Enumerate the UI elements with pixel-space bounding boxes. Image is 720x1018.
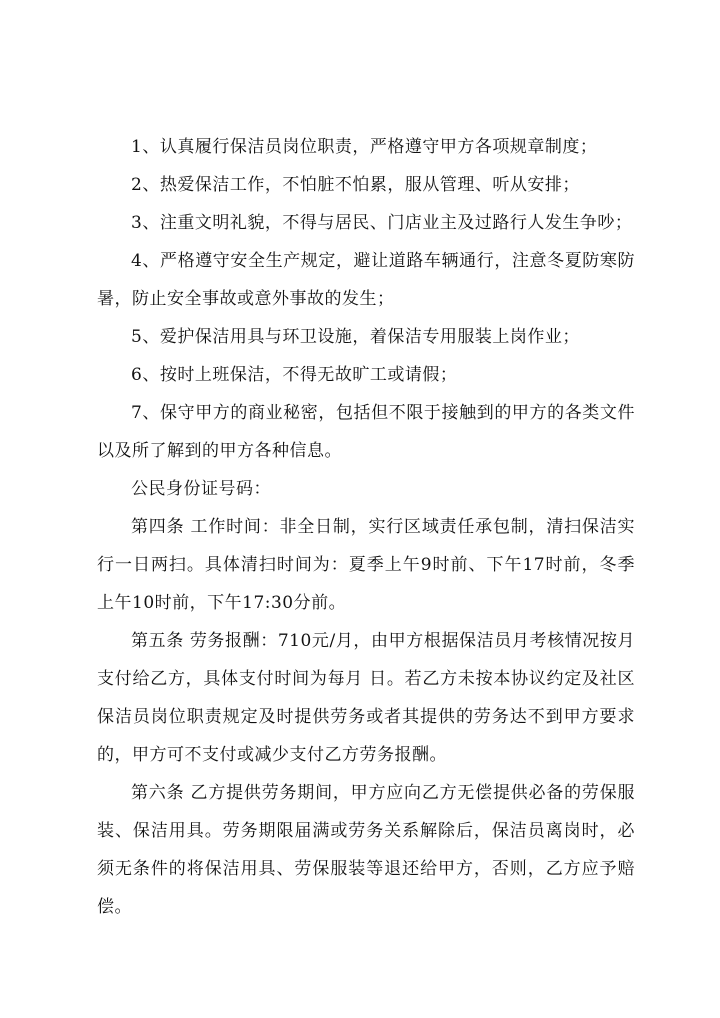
duty-item-3: 3、注重文明礼貌，不得与居民、门店业主及过路行人发生争吵； (131, 213, 633, 233)
article-5-remuneration: 第五条 劳务报酬：710元/月，由甲方根据保洁员月考核情况按月支付给乙方，具体支付时间为每月 日。若乙方未按本协议约定及社区保洁员岗位职责规定及时提供劳务或者其提供的劳务达不到甲方要求的，甲方可不支付或减少支付乙方劳务报酬。 (97, 631, 635, 765)
duty-item-4: 4、严格遵守安全生产规定，避让道路车辆通行，注意冬夏防寒防暑，防止安全事故或意外事故的发生； (97, 251, 635, 309)
duty-item-5: 5、爱护保洁用具与环卫设施，着保洁专用服装上岗作业； (131, 327, 580, 347)
duty-item-2: 2、热爱保洁工作，不怕脏不怕累，服从管理、听从安排； (131, 175, 580, 195)
id-number-line: 公民身份证号码： (131, 479, 271, 499)
duty-item-6: 6、按时上班保洁，不得无故旷工或请假； (131, 365, 458, 385)
duty-item-7: 7、保守甲方的商业秘密，包括但不限于接触到的甲方的各类文件以及所了解到的甲方各种信息。 (97, 403, 635, 461)
document-body (97, 128, 635, 926)
article-6-equipment: 第六条 乙方提供劳务期间，甲方应向乙方无偿提供必备的劳保服装、保洁用具。劳务期限届满或劳务关系解除后，保洁员离岗时，必须无条件的将保洁用具、劳保服装等退还给甲方，否则，乙方应予赔偿。 (97, 783, 635, 917)
duty-item-1: 1、认真履行保洁员岗位职责，严格遵守甲方各项规章制度； (131, 137, 598, 157)
article-4-working-hours: 第四条 工作时间：非全日制，实行区域责任承包制，清扫保洁实行一日两扫。具体清扫时间为：夏季上午9时前、下午17时前，冬季上午10时前，下午17:30分前。 (97, 517, 635, 613)
